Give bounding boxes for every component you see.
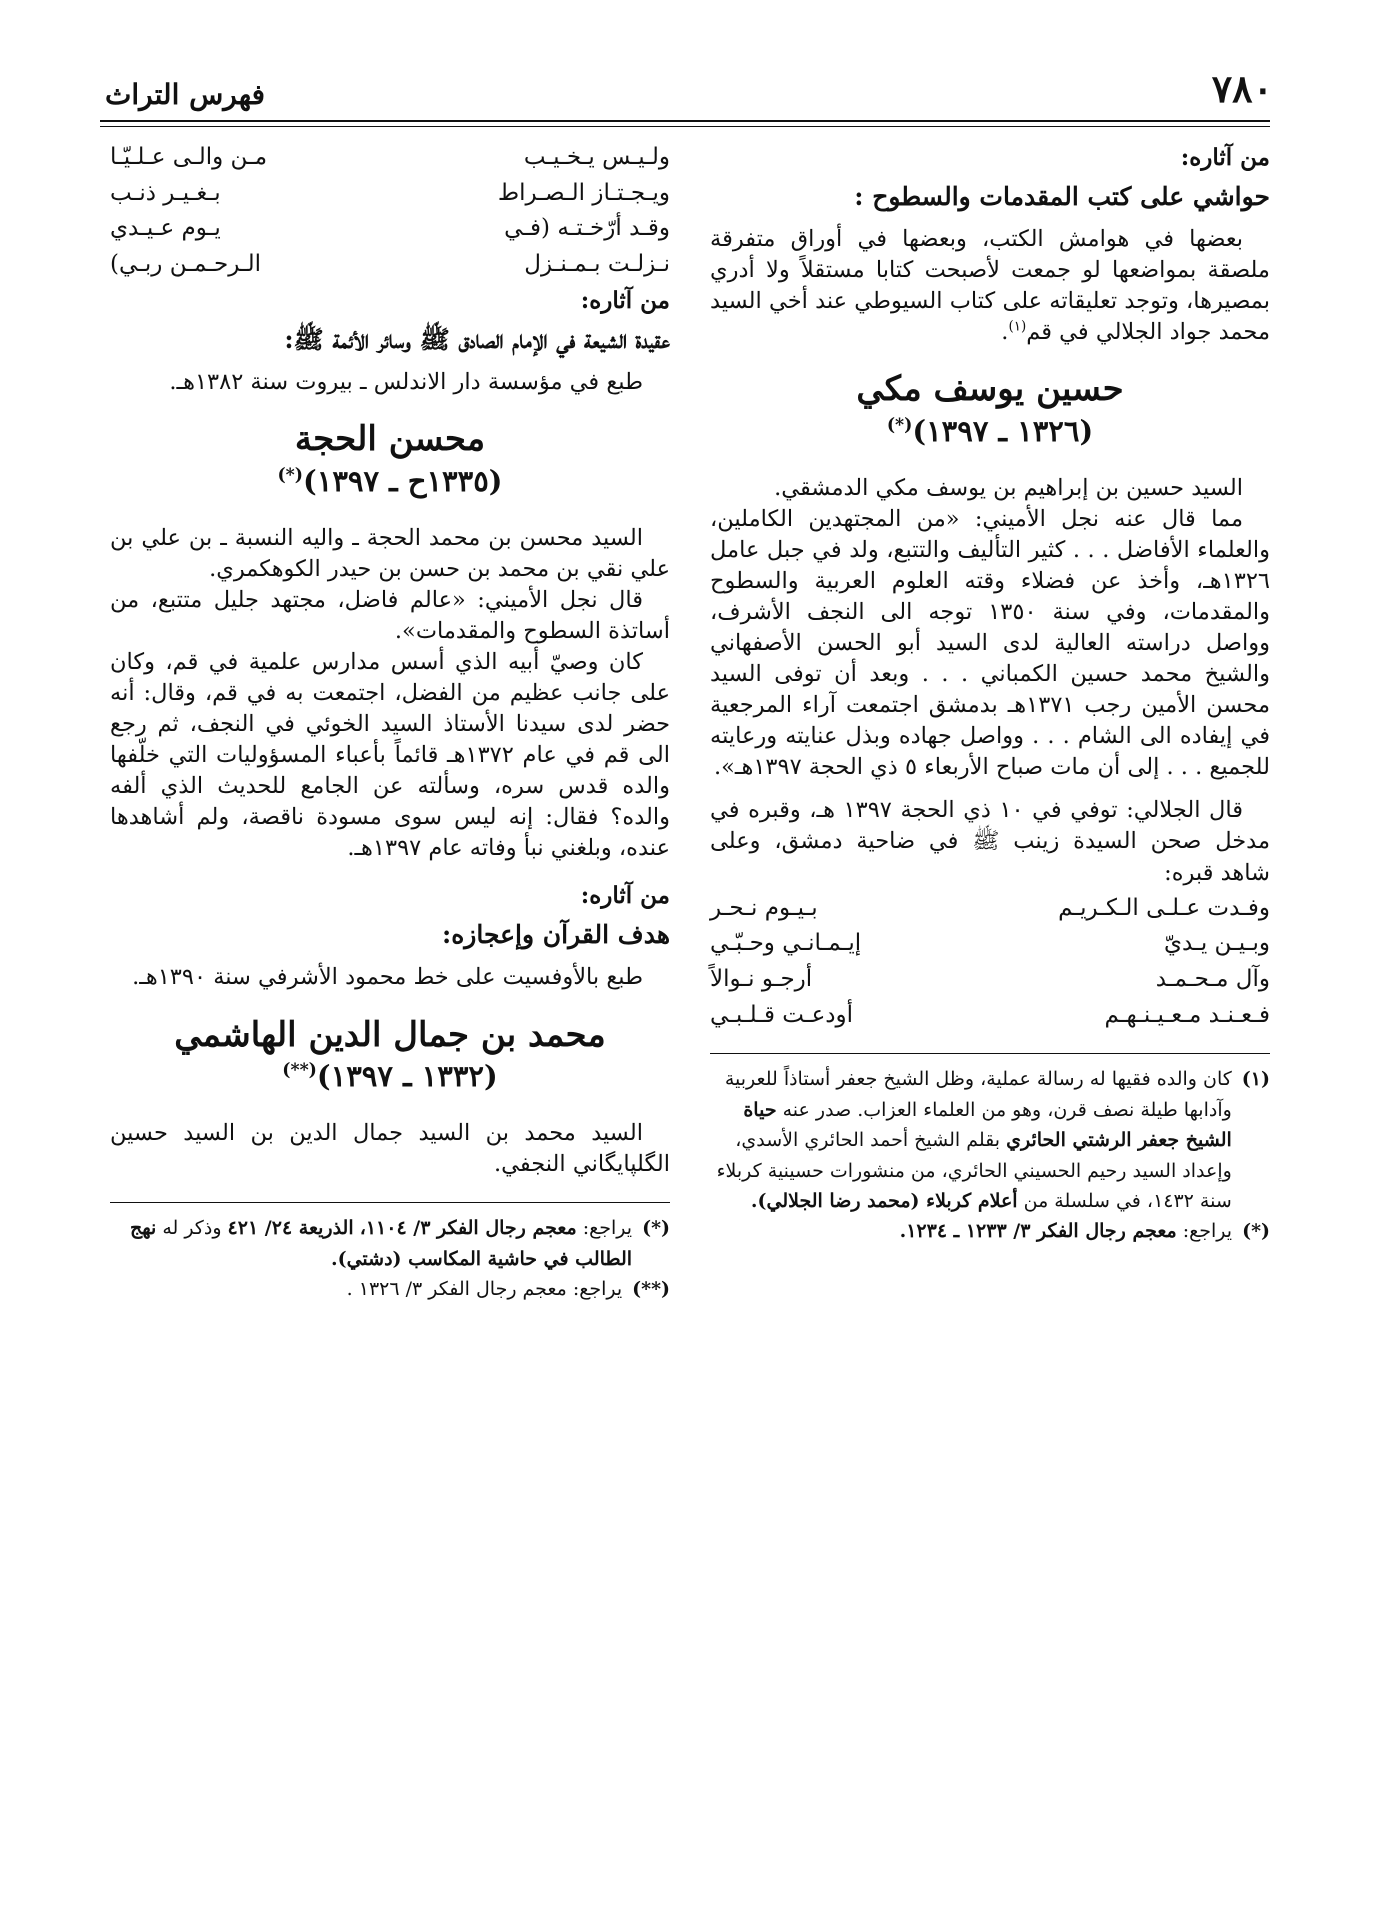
works-label: من آثاره:: [580, 882, 670, 910]
work-description: بعضها في هوامش الكتب، وبعضها في أوراق متفرقة ملصقة بمواضعها لو جمعت لأصبحت كتابا مستقلاً ولا أدري بمصيرها، وتوجد تعليقاته على كتاب السيوطي عند أخي السيد محمد جواد الجلالي في قم$^{(١)}$.: [710, 226, 1270, 346]
poem-verse: ولـيـس يـخـيـب مـن والـى عـلـيّـا: [110, 144, 670, 170]
right-column: [710, 138, 1270, 1247]
biography-name: حسين يوسف مكي: [856, 369, 1124, 410]
biography-dates: (١٣٣٥ح ـ ١٣٩٧)(*): [277, 463, 503, 498]
poem-verse: وآل مـحـمـد أرجـو نـوالاً: [710, 966, 1270, 993]
page-number: ٧٨٠: [1211, 66, 1273, 111]
work-title: هدف القرآن وإعجازه:: [441, 919, 670, 949]
poem-verse: وفـدت عـلـى الـكـريـم بـيـوم نـحـر: [710, 894, 1270, 921]
biography-lineage: السيد حسين بن إبراهيم بن يوسف مكي الدمشقي.: [774, 474, 1243, 501]
footnote-ref: (**): [282, 1060, 317, 1081]
work-title: حواشي على كتب المقدمات والسطوح :: [854, 181, 1270, 211]
poem-verse: فـعـنـد مـعـيـنـهـم أودعـت قـلـبـي: [710, 1001, 1270, 1028]
footnote-ref: (*): [277, 465, 304, 486]
biography-paragraph: كان وصيّ أبيه الذي أسس مدارس علمية في قم، وكان على جانب عظيم من الفضل، اجتمعت به في قم، وقال: أنه حضر لدى سيدنا الأستاذ السيد الخوئي في النجف، ثم رجع الى قم في عام ١٣٧٢هـ قائماً بأعباء المسؤوليات التي خلّفها والده قدس سره، وسألته عن الجامع للحديث الذي ألفه والده؟ فقال: إنه ليس سوى مسودة ناقصة، ولم أشاهدها عنده، وبلغني نبأ وفاته عام ١٣٩٧هـ.: [110, 648, 670, 862]
biography-paragraph: قال الجلالي: توفي في ١٠ ذي الحجة ١٣٩٧ هـ، وقبره في مدخل صحن السيدة زينب ﷺ في ضاحية دمشق، وعلى شاهد قبره:: [710, 797, 1270, 886]
left-column: [110, 138, 670, 1304]
biography-dates: (١٣٣٢ ـ ١٣٩٧)(**): [282, 1059, 498, 1094]
poem-verse: وبـيـن يـديّ إيـمـانـي وحـبّـي: [710, 930, 1270, 957]
footnote-separator: [110, 1202, 670, 1203]
footnote: (*) يراجع: معجم رجال الفكر ٣/ ١٢٣٣ ـ ١٢٣٤.: [899, 1220, 1270, 1243]
biography-name: محسن الحجة: [294, 419, 486, 460]
footnote: (*) يراجع: معجم رجال الفكر ٣/ ١١٠٤، الذريعة ٢٤/ ٤٢١ وذكر له نهج الطالب في حاشية المكاسب (دشتي).: [129, 1217, 670, 1270]
footnote-ref: (*): [886, 415, 913, 436]
biography-name: محمد بن جمال الدين الهاشمي: [174, 1014, 606, 1055]
biography-dates: (١٣٢٦ ـ ١٣٩٧)(*): [886, 413, 1094, 448]
biography-lineage: السيد محسن بن محمد الحجة ـ واليه النسبة ـ بن علي بن علي نقي بن محمد بن حسن بن حيدر الكوهكمري.: [110, 524, 670, 582]
biography-lineage: السيد محمد بن السيد جمال الدين بن السيد حسين الگلپايگاني النجفي.: [110, 1120, 670, 1178]
footnote: (**) يراجع: معجم رجال الفكر ٣/ ١٣٢٦ .: [346, 1277, 670, 1300]
biography-paragraph: قال نجل الأميني: «عالم فاضل، مجتهد جليل متتبع، من أساتذة السطوح والمقدمات».: [110, 586, 670, 644]
footnote-separator: [710, 1053, 1270, 1054]
work-title: عقيدة الشيعة في الإمام الصادق ﷺ وسائر الأئمة ﷺ:: [284, 324, 670, 354]
poem-verse: نـزلـت بـمـنـزل الـرحـمـن ربـي): [110, 251, 670, 278]
work-description: طبع في مؤسسة دار الاندلس ـ بيروت سنة ١٣٨٢هـ.: [169, 369, 643, 396]
work-description: طبع بالأوفسيت على خط محمود الأشرفي سنة ١٣٩٠هـ.: [132, 964, 643, 991]
works-label: من آثاره:: [1180, 144, 1270, 171]
poem-verse: ويـجـتـاز الـصـراط بـغـيـر ذنـب: [110, 179, 670, 206]
works-label: من آثاره:: [580, 286, 670, 314]
footnote-ref: (١): [1008, 318, 1027, 335]
poem-verse: وقـد أرّخـتـه (فـي يـوم عـيـدي: [110, 215, 670, 242]
footnote: (١) كان والده فقيها له رسالة عملية، وظل الشيخ جعفر أستاذاً للعربية وآدابها طيلة نصف قرن، وهو من العلماء العزاب. صدر عنه حياة الشيخ جعفر الرشتي الحائري بقلم الشيخ أحمد الحائري الأسدي، وإعداد السيد رحيم الحسيني الحائري، من منشورات حسينية كربلاء سنة ١٤٣٢، في سلسلة من أعلام كربلاء (محمد رضا الجلالي).: [716, 1068, 1270, 1213]
header-rule: [100, 120, 1270, 122]
header-rule-thin: [100, 126, 1270, 127]
running-title: فهرس التراث: [105, 78, 266, 111]
biography-paragraph: مما قال عنه نجل الأميني: «من المجتهدين الكاملين، والعلماء الأفاضل . . . كثير التأليف والتتبع، ولد في جبل عامل ١٣٢٦هـ، وأخذ عن فضلاء وقته العلوم العربية والسطوح والمقدمات، وفي سنة ١٣٥٠ توجه الى النجف الأشرف، وواصل دراسته العالية لدى السيد أبو الحسن الأصفهاني والشيخ محمد حسين الكمباني . . . وبعد أن توفى السيد محسن الأمين رجب ١٣٧١هـ بدمشق اجتمعت آراء المرجعية في إيفاده الى الشام . . . وواصل جهاده وبذل عنايته ورعايته للجميع . . . إلى أن مات صباح الأربعاء ٥ ذي الحجة ١٣٩٧هـ».: [710, 505, 1270, 781]
